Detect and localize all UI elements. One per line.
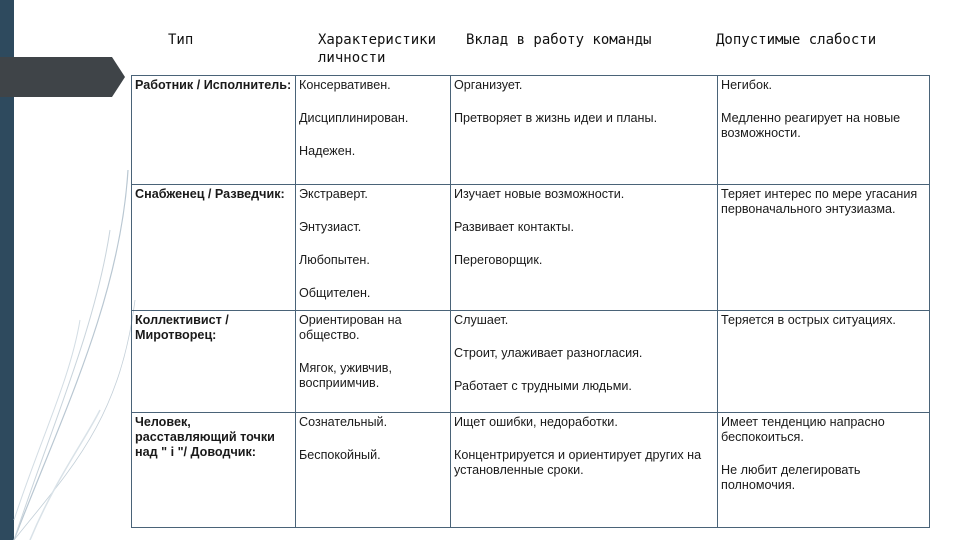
cell-item: Ищет ошибки, недоработки.	[454, 415, 618, 429]
cell-item: Организует.	[454, 78, 523, 92]
table-row	[132, 311, 930, 413]
cell-item: Медленно реагирует на новые возможности.	[721, 111, 901, 140]
weaknesses-cell	[718, 185, 930, 311]
cell-item: Слушает.	[454, 313, 509, 327]
role-type-cell: Человек, расставляющий точки над " i "/ Доводчик:	[132, 413, 296, 528]
weaknesses-cell	[718, 413, 930, 528]
weaknesses-cell	[718, 311, 930, 413]
cell-item: Беспокойный.	[299, 448, 381, 462]
cell-item: Экстраверт.	[299, 187, 368, 201]
cell-item: Консервативен.	[299, 78, 391, 92]
characteristics-cell	[296, 76, 451, 185]
cell-item: Работает с трудными людьми.	[454, 379, 632, 393]
header-characteristics: Характеристики личности	[318, 32, 437, 66]
weaknesses-cell	[718, 76, 930, 185]
contribution-cell	[451, 76, 718, 185]
contribution-cell	[451, 311, 718, 413]
contribution-cell	[451, 413, 718, 528]
cell-item: Теряется в острых ситуациях.	[721, 313, 896, 327]
table-row	[132, 185, 930, 311]
cell-item: Изучает новые возможности.	[454, 187, 625, 201]
cell-item: Любопытен.	[299, 253, 370, 267]
cell-item: Теряет интерес по мере угасания первоначального энтузиазма.	[721, 187, 918, 216]
header-type: Тип	[168, 32, 194, 48]
table-row	[132, 413, 930, 528]
cell-item: Строит, улаживает разногласия.	[454, 346, 643, 360]
team-roles-table	[131, 75, 930, 528]
cell-item: Имеет тенденцию напрасно беспокоиться.	[721, 415, 885, 444]
side-arrow-shape	[0, 57, 125, 97]
cell-item: Энтузиаст.	[299, 220, 362, 234]
cell-item: Не любит делегировать полномочия.	[721, 463, 861, 492]
role-type-cell: Снабженец / Разведчик:	[132, 185, 296, 311]
characteristics-cell	[296, 413, 451, 528]
cell-item: Надежен.	[299, 144, 356, 158]
cell-item: Мягок, уживчив, восприимчив.	[299, 361, 392, 390]
characteristics-cell	[296, 311, 451, 413]
cell-item: Концентрируется и ориентирует других на установленные сроки.	[454, 448, 702, 477]
cell-item: Ориентирован на общество.	[299, 313, 402, 342]
characteristics-cell	[296, 185, 451, 311]
cell-item: Развивает контакты.	[454, 220, 574, 234]
cell-item: Общителен.	[299, 286, 371, 300]
cell-item: Негибок.	[721, 78, 772, 92]
cell-item: Сознательный.	[299, 415, 388, 429]
cell-item: Переговорщик.	[454, 253, 543, 267]
cell-item: Дисциплинирован.	[299, 111, 409, 125]
header-contribution: Вклад в работу команды	[466, 32, 652, 48]
role-type-cell: Коллективист / Миротворец:	[132, 311, 296, 413]
contribution-cell	[451, 185, 718, 311]
header-weaknesses: Допустимые слабости	[716, 32, 877, 48]
role-type-cell: Работник / Исполнитель:	[132, 76, 296, 185]
cell-item: Претворяет в жизнь идеи и планы.	[454, 111, 658, 125]
table-row	[132, 76, 930, 185]
